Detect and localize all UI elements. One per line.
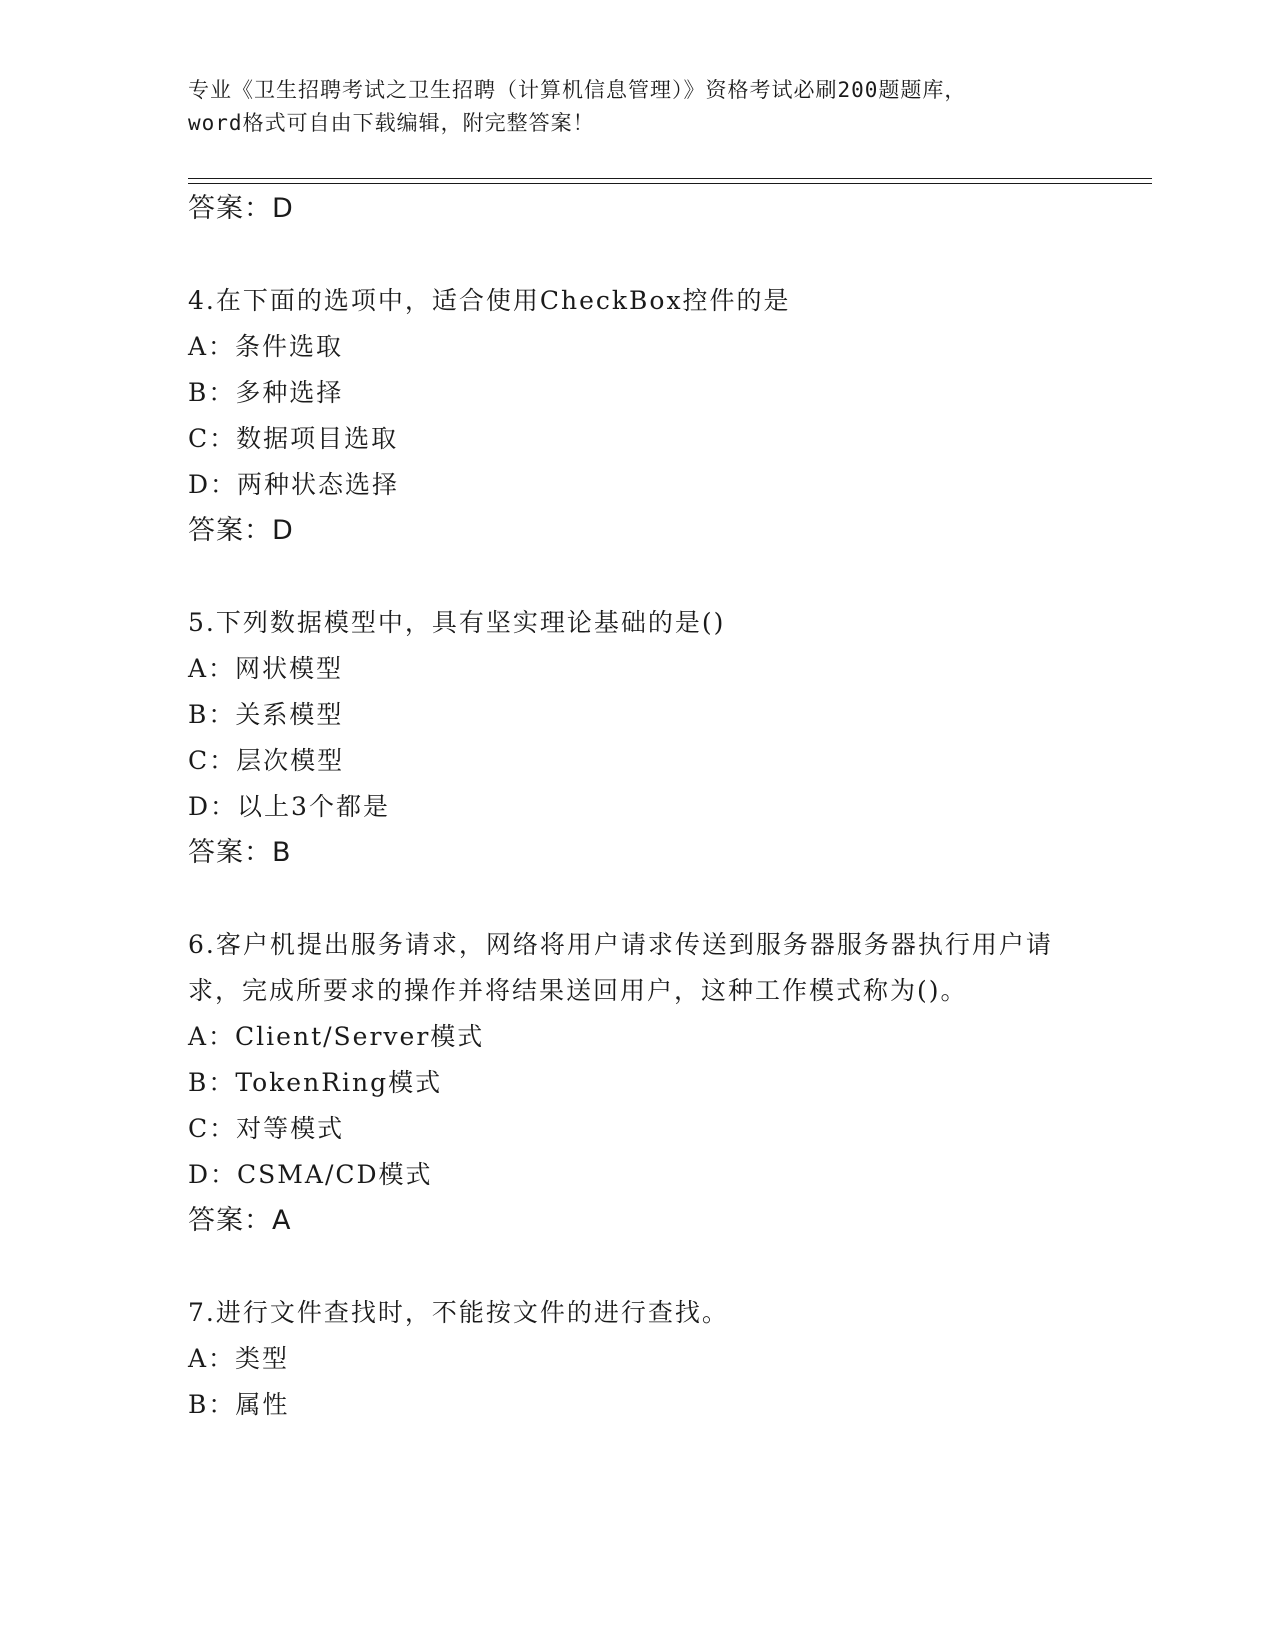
question-7 — [188, 1290, 1088, 1428]
question-4 — [188, 278, 1088, 554]
option-b: B：属性 — [188, 1390, 290, 1419]
question-5 — [188, 600, 1088, 876]
header-line-1: 专业《卫生招聘考试之卫生招聘（计算机信息管理）》资格考试必刷200题题库， — [188, 78, 967, 102]
option-c: C：数据项目选取 — [188, 424, 399, 453]
answer-line: 答案：D — [188, 193, 294, 224]
option-c: C：对等模式 — [188, 1114, 345, 1143]
option-d: D：两种状态选择 — [188, 470, 400, 499]
option-c: C：层次模型 — [188, 746, 345, 775]
document-body — [188, 186, 1088, 1428]
option-a: A：条件选取 — [188, 332, 344, 361]
option-d: D：以上3个都是 — [188, 792, 390, 821]
option-a: A：网状模型 — [188, 654, 344, 683]
answer-line: 答案：D — [188, 515, 294, 546]
answer-line: 答案：A — [188, 1205, 292, 1236]
option-b: B：关系模型 — [188, 700, 344, 729]
option-d: D：CSMA/CD模式 — [188, 1160, 433, 1189]
answer-line: 答案：B — [188, 837, 292, 868]
header-line-2: word格式可自由下载编辑，附完整答案！ — [188, 111, 595, 135]
option-b: B：多种选择 — [188, 378, 344, 407]
question-stem: 4.在下面的选项中，适合使用CheckBox控件的是 — [188, 286, 791, 315]
option-a: A：类型 — [188, 1344, 290, 1373]
question-stem: 7.进行文件查找时，不能按文件的进行查找。 — [188, 1298, 729, 1327]
question-stem: 6.客户机提出服务请求，网络将用户请求传送到服务器服务器执行用户请求，完成所要求的操作并将结果送回用户，这种工作模式称为()。 — [188, 930, 1053, 1005]
question-6 — [188, 922, 1088, 1244]
question-stem: 5.下列数据模型中，具有坚实理论基础的是() — [188, 608, 726, 637]
option-a: A：Client/Server模式 — [188, 1022, 485, 1051]
header-divider — [188, 178, 1152, 184]
option-b: B：TokenRing模式 — [188, 1068, 443, 1097]
page-header — [188, 74, 1088, 140]
